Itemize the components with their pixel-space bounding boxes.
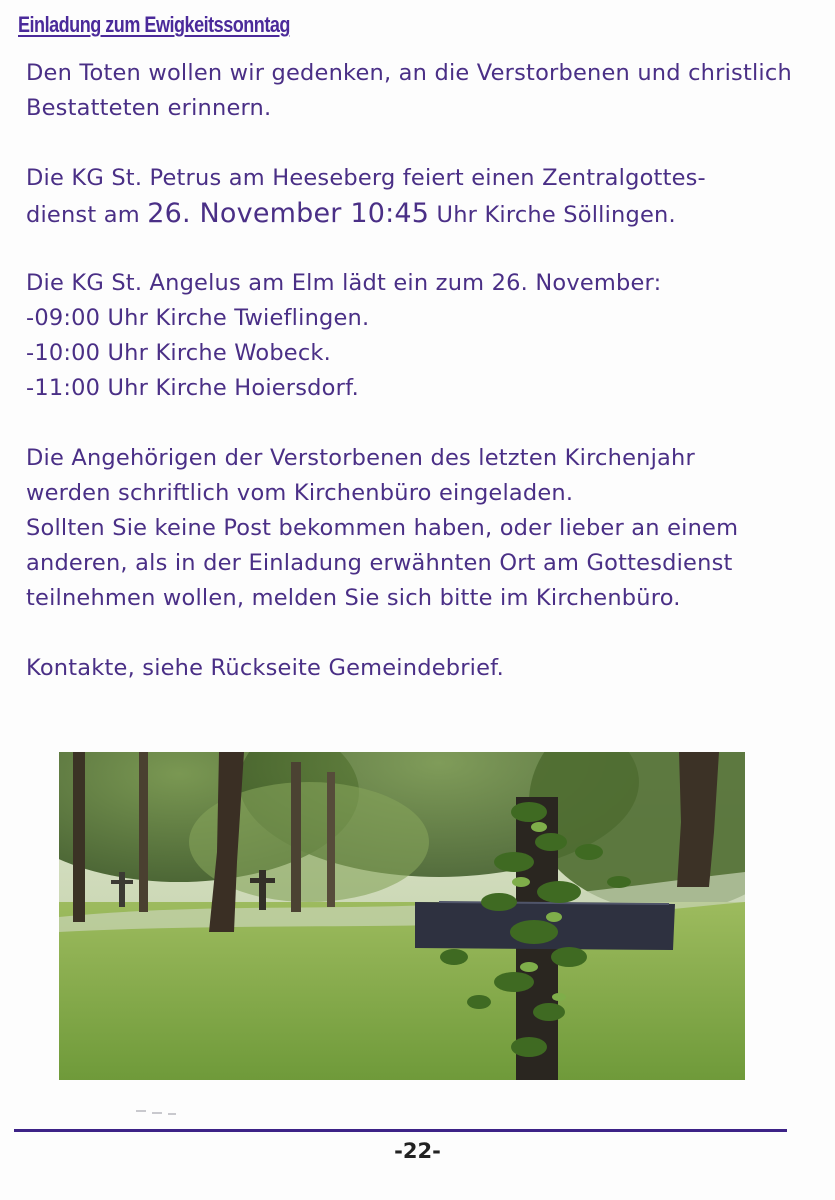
service-time-item: -09:00 Uhr Kirche Twieflingen. [26,305,370,331]
scan-specks [132,1103,192,1123]
page-number: -22- [394,1139,441,1163]
service-time-item: -11:00 Uhr Kirche Hoiersdorf. [26,375,359,401]
para4-line: werden schriftlich vom Kirchenbüro eingeladen. [26,480,574,506]
footer-divider [14,1129,787,1132]
para4-line: teilnehmen wollen, melden Sie sich bitte im Kirchenbüro. [26,585,681,611]
article-body [26,56,816,686]
para4-line: Die Angehörigen der Verstorbenen des letzten Kirchenjahr [26,445,695,471]
para2-line2-suffix: Uhr Kirche Söllingen. [429,202,676,228]
page-title: Einladung zum Ewigkeitssonntag [18,12,290,37]
cemetery-photo [59,752,745,1080]
service-time-item: -10:00 Uhr Kirche Wobeck. [26,340,332,366]
service-date-time: 26. November 10:45 [147,198,430,229]
para4-line: Sollten Sie keine Post bekommen haben, oder lieber an einem [26,515,739,541]
para3-intro: Die KG St. Angelus am Elm lädt ein zum 26. November: [26,270,662,296]
para2-line1: Die KG St. Petrus am Heeseberg feiert einen Zentralgottes- [26,165,706,191]
para1-line1: Den Toten wollen wir gedenken, an die Verstorbenen und christlich [26,60,792,86]
para2-line2 [26,196,816,231]
para4-line: anderen, als in der Einladung erwähnten Ort am Gottesdienst [26,550,733,576]
para1-line2: Bestatteten erinnern. [26,95,272,121]
para2-line2-prefix: dienst am [26,202,148,228]
contact-note: Kontakte, siehe Rückseite Gemeindebrief. [26,655,504,681]
